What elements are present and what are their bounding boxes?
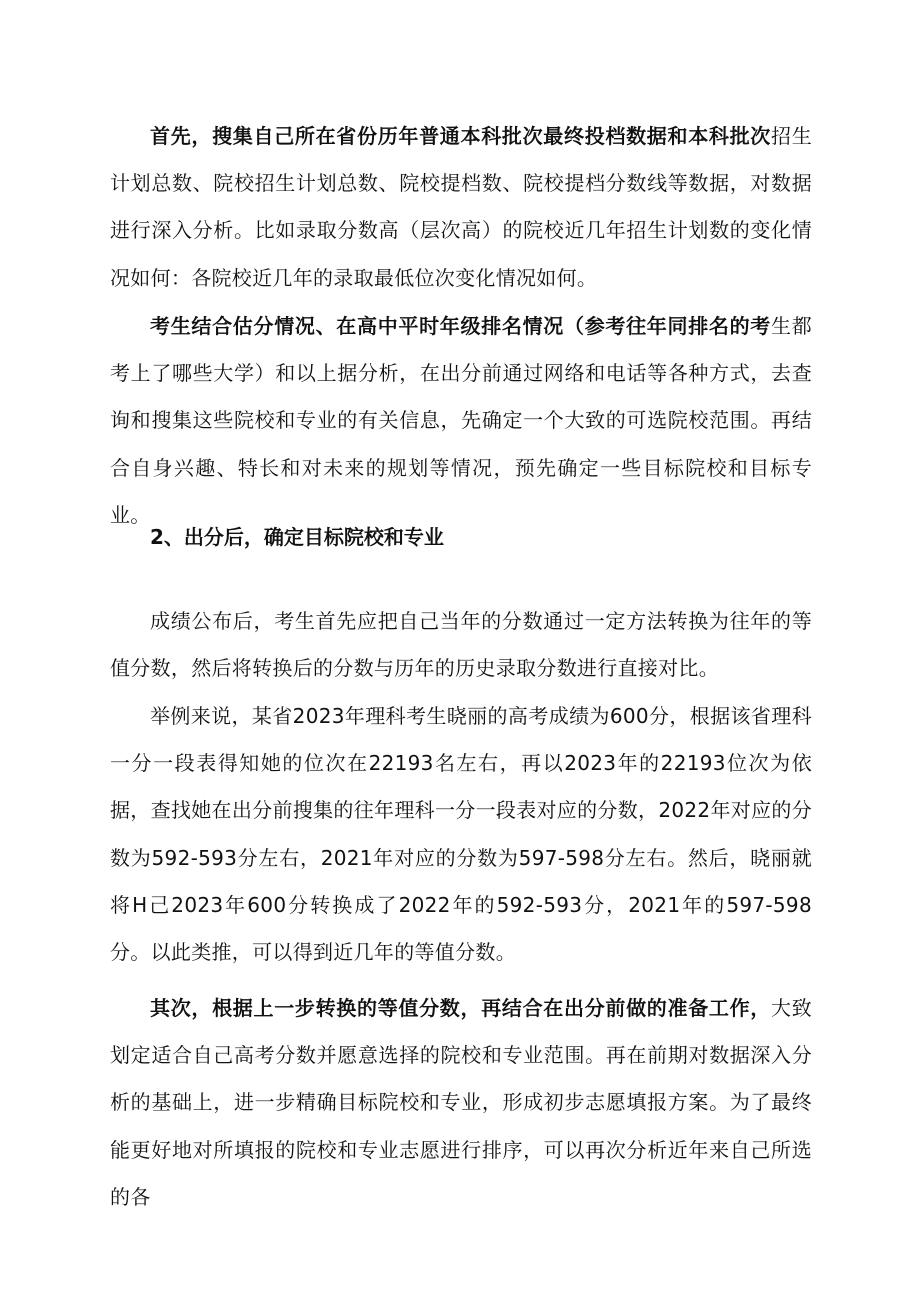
paragraph-next-step [110, 985, 812, 1221]
paragraph-lead: 其次，根据上一步转换的等值分数，再结合在出分前做的准备工作， [150, 996, 771, 1020]
paragraph-estimate-rank [110, 303, 812, 539]
paragraph-body: 招生计划总数、院校招生计划总数、院校提档数、院校提档分数线等数据，对数据进行深入分析。比如录取分数高（层次高）的院校近几年招生计划数的变化情况如何：各院校近几年的录取最低位次变化情况如何。 [110, 124, 812, 290]
paragraph-body: 大致划定适合自己高考分数并愿意选择的院校和专业范围。再在前期对数据深入分析的基础上，进一步精确目标院校和专业，形成初步志愿填报方案。为了最终能更好地对所填报的院校和专业志愿进行排序，可以再次分析近年来自己所选的各 [110, 996, 812, 1209]
paragraph-lead: 考生结合估分情况、在高中平时年级排名情况（参考往年同排名的考 [150, 314, 771, 338]
paragraph-body: 生都考上了哪些大学）和以上据分析，在出分前通过网络和电话等各种方式，去查询和搜集这些院校和专业的有关信息，先确定一个大致的可选院校范围。再结合自身兴趣、特长和对未来的规划等情况，预先确定一些目标院校和目标专业。 [110, 314, 812, 527]
paragraph-collect-data [110, 113, 812, 302]
section-heading: 2、出分后，确定目标院校和专业 [150, 525, 444, 549]
paragraph-lead: 首先，搜集自己所在省份历年普通本科批次最终投档数据和本科批次 [150, 124, 771, 148]
paragraph-score-conversion: 成绩公布后，考生首先应把自己当年的分数通过一定方法转换为往年的等值分数，然后将转换后的分数与历年的历史录取分数进行直接对比。 [110, 609, 812, 681]
paragraph-example: 举例来说，某省2023年理科考生晓丽的高考成绩为600分，根据该省理科一分一段表得知她的位次在22193名左右，再以2023年的22193位次为依据，查找她在出分前搜集的往年理科一分一段表对应的分数，2022年对应的分数为592-593分左右，2021年对应的分数为597-598分左右。然后，晓丽就将H己2023年600分转换成了2022年的592-593分，2021年的597-598分。以此类推，可以得到近几年的等值分数。 [110, 704, 812, 965]
